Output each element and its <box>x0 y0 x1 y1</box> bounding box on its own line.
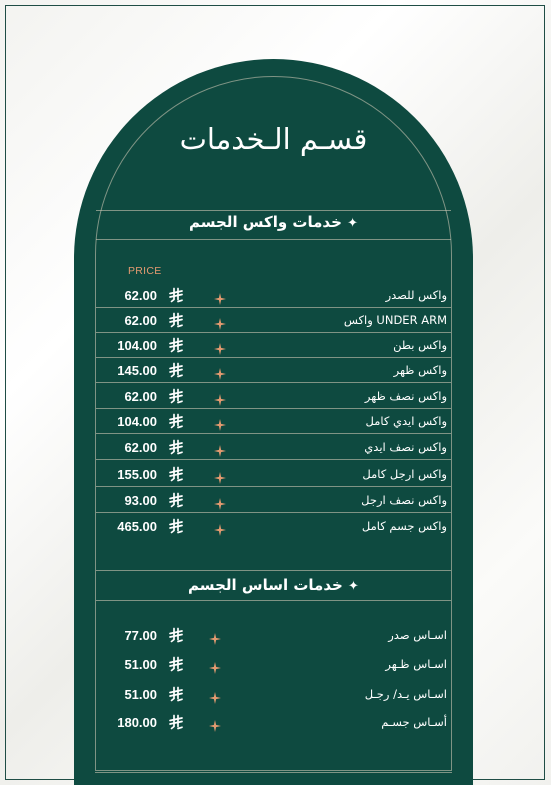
item-price: 62.00 <box>124 313 157 328</box>
row-divider <box>96 512 451 513</box>
sparkle-icon <box>214 315 226 327</box>
saudi-riyal-icon <box>168 518 184 534</box>
sparkle-icon <box>214 521 226 533</box>
sparkle-icon <box>214 416 226 428</box>
item-name: واكس للصدر <box>385 288 447 302</box>
bottom-divider <box>95 744 452 773</box>
divider <box>96 210 451 211</box>
item-price: 180.00 <box>117 715 157 730</box>
item-name: واكس بطن <box>393 338 447 352</box>
sparkle-icon <box>214 340 226 352</box>
sparkle-icon <box>209 689 221 701</box>
item-price: 155.00 <box>117 467 157 482</box>
row-divider <box>96 486 451 487</box>
item-name: واكس نصف ايدي <box>364 440 447 454</box>
saudi-riyal-icon <box>168 337 184 353</box>
sparkle-icon <box>214 365 226 377</box>
sparkle-icon <box>214 495 226 507</box>
item-name: واكس نصف ظهر <box>364 389 447 403</box>
row-divider <box>96 307 451 308</box>
item-name: اسـاس صدر <box>388 628 447 642</box>
saudi-riyal-icon <box>168 312 184 328</box>
row-divider <box>96 357 451 358</box>
divider <box>96 239 451 240</box>
saudi-riyal-icon <box>168 388 184 404</box>
item-name: UNDER ARM واكس <box>343 313 447 327</box>
saudi-riyal-icon <box>168 492 184 508</box>
item-name: واكس ايدي كامل <box>365 414 447 428</box>
saudi-riyal-icon <box>168 656 184 672</box>
sparkle-icon <box>209 659 221 671</box>
section-title-wax <box>96 213 451 231</box>
row-divider <box>96 332 451 333</box>
item-price: 51.00 <box>124 657 157 672</box>
section-title-body-foundation <box>96 576 451 594</box>
saudi-riyal-icon <box>168 413 184 429</box>
item-name: اسـاس ظـهر <box>385 657 447 671</box>
saudi-riyal-icon <box>168 466 184 482</box>
divider <box>96 570 451 571</box>
saudi-riyal-icon <box>168 686 184 702</box>
item-price: 51.00 <box>124 687 157 702</box>
item-name: واكس ارجل كامل <box>362 467 447 481</box>
sparkle-icon <box>214 442 226 454</box>
item-price: 77.00 <box>124 628 157 643</box>
page-title: قسـم الـخدمات <box>179 122 368 156</box>
item-price: 93.00 <box>124 493 157 508</box>
item-price: 62.00 <box>124 288 157 303</box>
item-price: 62.00 <box>124 440 157 455</box>
sparkle-icon <box>214 469 226 481</box>
saudi-riyal-icon <box>168 439 184 455</box>
item-price: 104.00 <box>117 338 157 353</box>
sparkle-icon: ✦ <box>347 216 359 231</box>
item-name: واكس نصف ارجل <box>361 493 447 507</box>
item-price: 104.00 <box>117 414 157 429</box>
section-title-text: خدمات واكس الجسم <box>188 213 342 231</box>
divider <box>96 600 451 601</box>
row-divider <box>96 382 451 383</box>
item-name: واكس جسم كامل <box>361 519 447 533</box>
saudi-riyal-icon <box>168 714 184 730</box>
item-name: اسـاس يـد/ رجـل <box>364 687 447 701</box>
sparkle-icon: ✦ <box>348 579 359 594</box>
sparkle-icon <box>209 630 221 642</box>
item-price: 465.00 <box>117 519 157 534</box>
sparkle-icon <box>214 290 226 302</box>
saudi-riyal-icon <box>168 627 184 643</box>
saudi-riyal-icon <box>168 362 184 378</box>
item-price: 145.00 <box>117 363 157 378</box>
row-divider <box>96 459 451 460</box>
row-divider <box>96 408 451 409</box>
row-divider <box>96 433 451 434</box>
saudi-riyal-icon <box>168 287 184 303</box>
sparkle-icon <box>209 717 221 729</box>
item-name: أسـاس جسـم <box>381 715 447 729</box>
section-title-text: خدمات اساس الجسم <box>188 576 343 594</box>
item-price: 62.00 <box>124 389 157 404</box>
sparkle-icon <box>214 391 226 403</box>
item-name: واكس ظهر <box>393 363 447 377</box>
price-column-header: PRICE <box>128 265 162 277</box>
